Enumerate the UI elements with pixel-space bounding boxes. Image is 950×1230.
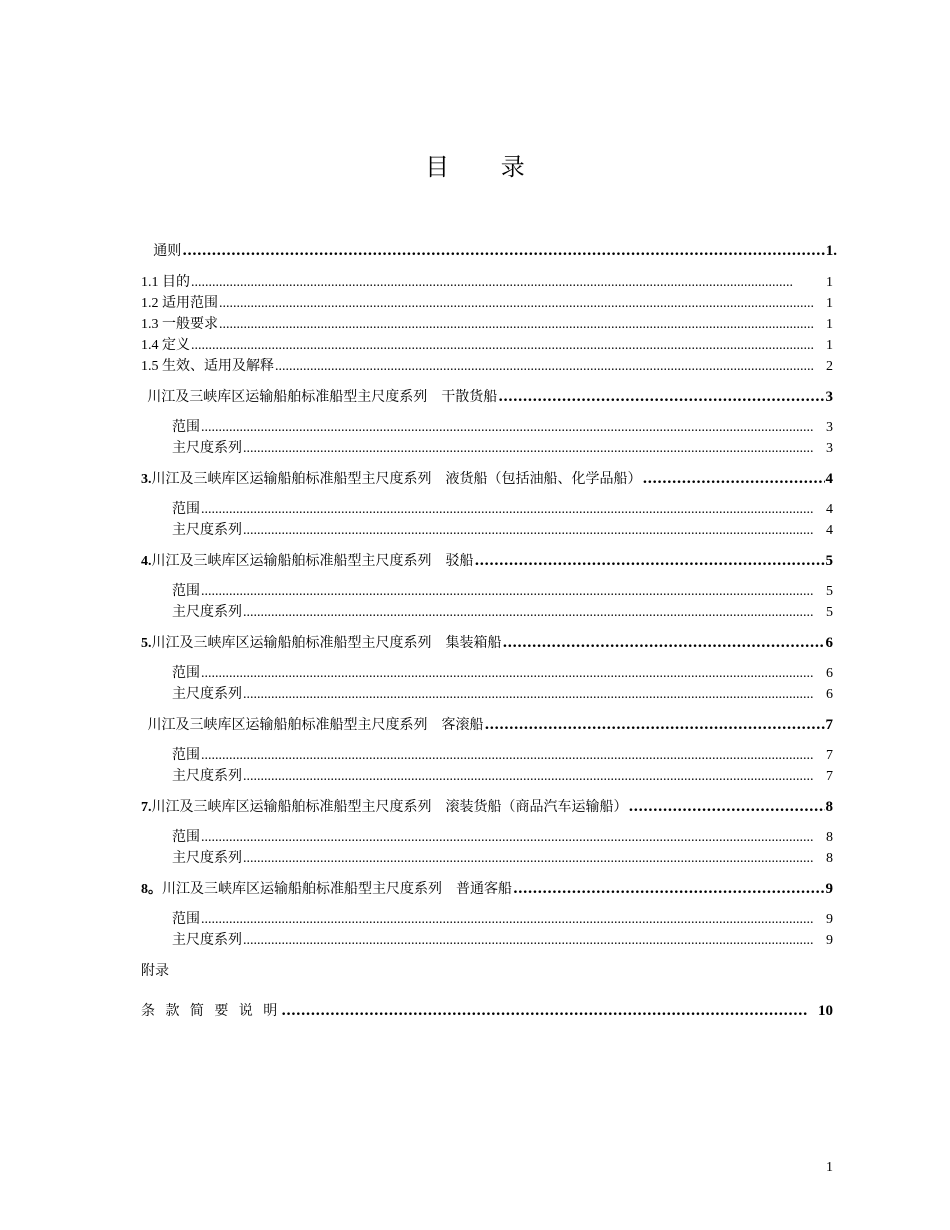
dot-leader: [484, 717, 824, 733]
dot-leader: [243, 605, 814, 621]
toc-entry-7-1[interactable]: [172, 826, 833, 846]
toc-entry-chapter-4[interactable]: [141, 550, 833, 570]
toc-entry-page: 7: [826, 769, 833, 784]
toc-entry-page: 6: [826, 666, 833, 681]
toc-entry-3-2[interactable]: [172, 519, 833, 539]
chapter-number: 5.: [141, 636, 152, 651]
dot-leader: [201, 584, 814, 600]
toc-entry-label: 川江及三峡库区运输船舶标准船型主尺度系列 干散货船: [147, 389, 498, 405]
dot-leader: [275, 359, 814, 375]
dot-leader: [243, 687, 814, 703]
toc-entry-label: 1.5 生效、适用及解释: [141, 359, 274, 374]
dot-leader: [243, 933, 814, 949]
toc-entry-label: 范围: [172, 584, 200, 599]
toc-entry-page: 5: [826, 584, 833, 599]
toc-entry-label: 川江及三峡库区运输船舶标准船型主尺度系列 液货船（包括油船、化学品船）: [151, 471, 642, 487]
toc-entry-page: 8: [826, 851, 833, 866]
toc-entry-page: 5: [826, 605, 833, 620]
toc-entry-label: 川江及三峡库区运输船舶标准船型主尺度系列 客滚船: [147, 717, 484, 733]
chapter-number: 8。: [141, 882, 162, 897]
toc-entry-page: 4: [826, 523, 833, 538]
page-title: 目 录: [425, 153, 547, 181]
toc-entry-label: 1.2 适用范围: [141, 296, 218, 311]
toc-entry-label: 范围: [172, 666, 200, 681]
toc-entry-chapter-1[interactable]: [141, 240, 837, 260]
toc-entry-4-2[interactable]: [172, 601, 833, 621]
toc-entry-label: 1.4 定义: [141, 338, 190, 353]
toc-entry-label: 川江及三峡库区运输船舶标准船型主尺度系列 驳船: [151, 553, 474, 569]
toc-entry-1-2[interactable]: [141, 292, 833, 312]
toc-entry-label: 范围: [172, 420, 200, 435]
dot-leader: [498, 389, 824, 405]
toc-entry-chapter-8[interactable]: [141, 878, 833, 898]
dot-leader: [475, 553, 825, 569]
toc-entry-label: 范围: [172, 502, 200, 517]
toc-entry-page: 3: [826, 420, 833, 435]
toc-entry-page: 9: [826, 933, 833, 948]
toc-entry-label: 条 款 简 要 说 明: [141, 1003, 281, 1019]
dot-leader: [503, 635, 825, 651]
dot-leader: [201, 748, 814, 764]
toc-entry-2-2[interactable]: [172, 437, 833, 457]
toc-entry-page: 2: [826, 359, 833, 374]
toc-entry-6-1[interactable]: [172, 744, 833, 764]
dot-leader: [201, 502, 814, 518]
toc-entry-page: 1: [826, 275, 833, 290]
toc-entry-label: 1.1 目的: [141, 275, 190, 290]
dot-leader: [182, 243, 824, 259]
toc-entry-6-2[interactable]: [172, 765, 833, 785]
toc-entry-chapter-5[interactable]: [141, 632, 833, 652]
toc-entry-page: 5: [825, 553, 833, 569]
toc-entry-label: 范围: [172, 748, 200, 763]
toc-entry-page: 9: [825, 881, 833, 897]
dot-leader: [243, 523, 814, 539]
footer-page-number: 1: [826, 1160, 833, 1175]
toc-entry-label: 川江及三峡库区运输船舶标准船型主尺度系列 滚装货船（商品汽车运输船）: [151, 799, 628, 815]
dot-leader: [219, 296, 814, 312]
toc-entry-chapter-7[interactable]: [141, 796, 833, 816]
appendix-heading: 附录: [141, 963, 169, 979]
toc-entry-1-3[interactable]: [141, 313, 833, 333]
toc-entry-page: 8: [825, 799, 833, 815]
toc-entry-page: 4: [825, 471, 833, 487]
toc-entry-label: 主尺度系列: [172, 687, 242, 702]
toc-entry-5-1[interactable]: [172, 662, 833, 682]
toc-entry-label: 川江及三峡库区运输船舶标准船型主尺度系列 普通客船: [162, 881, 512, 897]
toc-entry-page: 6: [825, 635, 833, 651]
toc-entry-page: 1: [826, 296, 833, 311]
toc-entry-label: 主尺度系列: [172, 851, 242, 866]
toc-entry-1-5[interactable]: [141, 355, 833, 375]
dot-leader: [243, 851, 814, 867]
chapter-number: 4.: [141, 554, 152, 569]
toc-entry-page: 3: [825, 389, 833, 405]
toc-entry-label: 主尺度系列: [172, 769, 242, 784]
toc-entry-page: 7: [825, 717, 833, 733]
dot-leader: [629, 799, 825, 815]
dot-leader: [191, 275, 793, 291]
toc-entry-3-1[interactable]: [172, 498, 833, 518]
toc-entry-page: 6: [826, 687, 833, 702]
dot-leader: [191, 338, 814, 354]
dot-leader: [643, 471, 825, 487]
toc-entry-label: 主尺度系列: [172, 933, 242, 948]
dot-leader: [201, 666, 814, 682]
toc-entry-label: 范围: [172, 830, 200, 845]
dot-leader: [281, 1003, 807, 1019]
toc-entry-label: 主尺度系列: [172, 605, 242, 620]
toc-entry-label: 通则: [153, 243, 182, 259]
toc-entry-page: 1: [826, 317, 833, 332]
dot-leader: [243, 769, 814, 785]
toc-entry-page: 4: [826, 502, 833, 517]
toc-entry-2-1[interactable]: [172, 416, 833, 436]
toc-entry-page: 7: [826, 748, 833, 763]
toc-entry-8-2[interactable]: [172, 929, 833, 949]
toc-entry-page: 8: [826, 830, 833, 845]
toc-entry-7-2[interactable]: [172, 847, 833, 867]
dot-leader: [201, 420, 814, 436]
toc-entry-label: 范围: [172, 912, 200, 927]
toc-entry-page: 10: [818, 1003, 833, 1019]
toc-entry-1-4[interactable]: [141, 334, 833, 354]
dot-leader: [243, 441, 814, 457]
toc-entry-label: 1.3 一般要求: [141, 317, 218, 332]
toc-entry-4-1[interactable]: [172, 580, 833, 600]
dot-leader: [201, 912, 814, 928]
toc-entry-chapter-3[interactable]: [141, 468, 833, 488]
toc-entry-label: 川江及三峡库区运输船舶标准船型主尺度系列 集装箱船: [151, 635, 502, 651]
chapter-number: 3.: [141, 472, 152, 487]
toc-entry-page: 1: [826, 338, 833, 353]
toc-entry-chapter-6[interactable]: [141, 714, 833, 734]
toc-entry-label: 主尺度系列: [172, 523, 242, 538]
dot-leader: [201, 830, 814, 846]
toc-entry-page: 9: [826, 912, 833, 927]
toc-entry-1-1[interactable]: [141, 271, 833, 291]
toc-entry-8-1[interactable]: [172, 908, 833, 928]
toc-entry-5-2[interactable]: [172, 683, 833, 703]
dot-leader: [219, 317, 814, 333]
toc-entry-label: 主尺度系列: [172, 441, 242, 456]
toc-entry-clause-notes[interactable]: [141, 1000, 833, 1020]
chapter-number: 7.: [141, 800, 152, 815]
toc-entry-page: 3: [826, 441, 833, 456]
dot-leader: [513, 881, 825, 897]
toc-entry-page: 1.: [825, 243, 837, 259]
toc-entry-chapter-2[interactable]: [141, 386, 833, 406]
